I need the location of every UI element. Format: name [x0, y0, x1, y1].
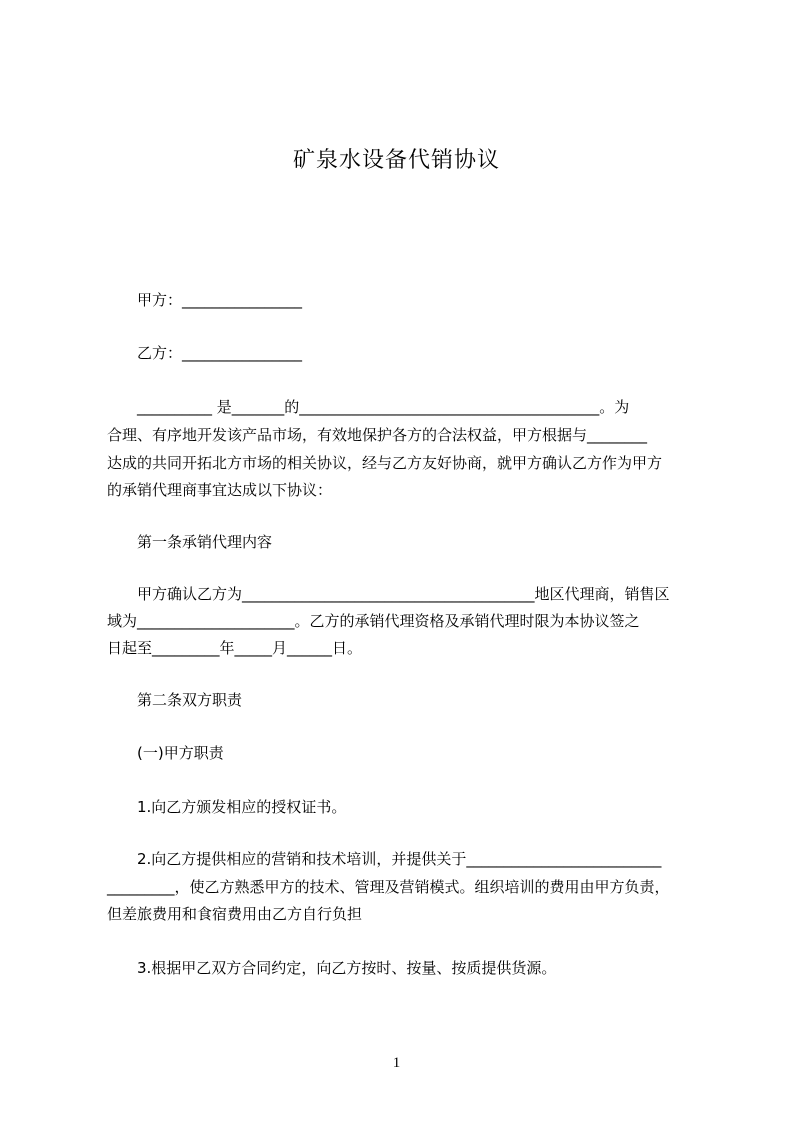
intro-line-4: 的承销代理商事宜达成以下协议：	[107, 481, 333, 499]
party-a-line: 甲方：________________	[137, 291, 303, 309]
item-3: 3.根据甲乙双方合同约定，向乙方按时、按量、按质提供货源。	[137, 959, 557, 977]
article-1-line-2: 域为_____________________。乙方的承销代理资格及承销代理时限为本协议签之	[107, 612, 640, 630]
article-1-line-1: 甲方确认乙方为_______________________________________地区代理商，销售区	[137, 585, 670, 603]
section-a-heading: (一)甲方职责	[137, 744, 224, 762]
intro-line-3: 达成的共同开拓北方市场的相关协议，经与乙方友好协商，就甲方确认乙方作为甲方	[107, 454, 663, 472]
article-1-heading: 第一条承销代理内容	[137, 533, 273, 551]
party-b-line: 乙方：________________	[137, 344, 303, 362]
item-2-line-1: 2.向乙方提供相应的营销和技术培训，并提供关于__________________________	[137, 850, 662, 868]
item-1: 1.向乙方颁发相应的授权证书。	[137, 798, 347, 816]
article-1-line-3: 日起至_________年_____月______日。	[107, 639, 363, 657]
article-2-heading: 第二条双方职责	[137, 691, 243, 709]
item-2-line-2: _________，使乙方熟悉甲方的技术、管理及营销模式。组织培训的费用由甲方负责，	[107, 878, 670, 896]
page-number: 1	[392, 1055, 401, 1071]
intro-line-2: 合理、有序地开发该产品市场，有效地保护各方的合法权益，甲方根据与________	[107, 426, 648, 444]
document-title: 矿泉水设备代销协议	[292, 148, 500, 173]
item-2-line-3: 但差旅费用和食宿费用由乙方自行负担	[107, 905, 363, 923]
intro-line-1: __________ 是_______的________________________________________。为	[137, 398, 630, 416]
